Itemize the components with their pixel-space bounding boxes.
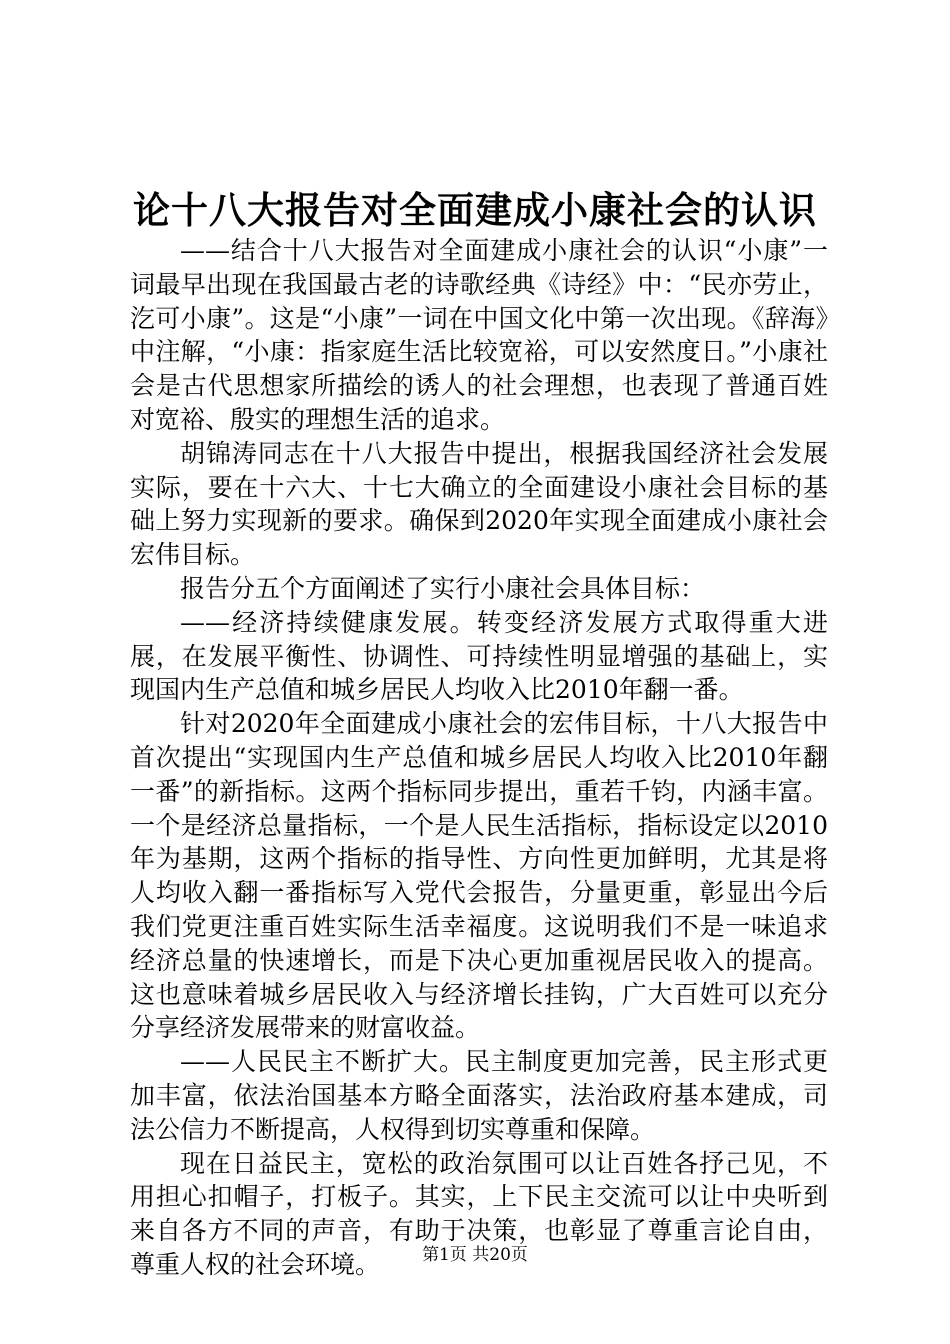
paragraph: ——人民民主不断扩大。民主制度更加完善，民主形式更加丰富，依法治国基本方略全面落实，法治政府基本建成，司法公信力不断提高，人权得到切实尊重和保障。 [130, 1047, 828, 1144]
document-body [130, 234, 828, 1282]
paragraph: ——结合十八大报告对全面建成小康社会的认识“小康”一词最早出现在我国最古老的诗歌经典《诗经》中：“民亦劳止，汔可小康”。这是“小康”一词在中国文化中第一次出现。《辞海》中注解，“小康：指家庭生活比较宽裕，可以安然度日。”小康社会是古代思想家所描绘的诱人的社会理想，也表现了普通百姓对宽裕、殷实的理想生活的追求。 [130, 236, 828, 434]
paragraph: 报告分五个方面阐述了实行小康社会具体目标： [180, 573, 706, 603]
paragraph: 胡锦涛同志在十八大报告中提出，根据我国经济社会发展实际，要在十六大、十七大确立的全面建设小康社会目标的基础上努力实现新的要求。确保到2020年实现全面建成小康社会宏伟目标。 [130, 438, 828, 570]
paragraph: 现在日益民主，宽松的政治氛围可以让百姓各抒己见，不用担心扣帽子，打板子。其实，上下民主交流可以让中央听到来自各方不同的声音，有助于决策，也彰显了尊重言论自由，尊重人权的社会环境。 [130, 1148, 828, 1279]
paragraph: 针对2020年全面建成小康社会的宏伟目标，十八大报告中首次提出“实现国内生产总值和城乡居民人均收入比2010年翻一番”的新指标。这两个指标同步提出，重若千钧，内涵丰富。一个是经济总量指标，一个是人民生活指标，指标设定以2010年为基期，这两个指标的指导性、方向性更加鲜明，尤其是将人均收入翻一番指标写入党代会报告，分量更重，彰显出今后我们党更注重百姓实际生活幸福度。这说明我们不是一味追求经济总量的快速增长，而是下决心更加重视居民收入的提高。这也意味着城乡居民收入与经济增长挂钩，广大百姓可以充分分享经济发展带来的财富收益。 [130, 709, 828, 1043]
page-number-footer: 第1页 共20页 [422, 1245, 528, 1265]
document-title: 论十八大报告对全面建成小康社会的认识 [133, 188, 817, 232]
paragraph: ——经济持续健康发展。转变经济发展方式取得重大进展，在发展平衡性、协调性、可持续性明显增强的基础上，实现国内生产总值和城乡居民人均收入比2010年翻一番。 [130, 607, 828, 705]
